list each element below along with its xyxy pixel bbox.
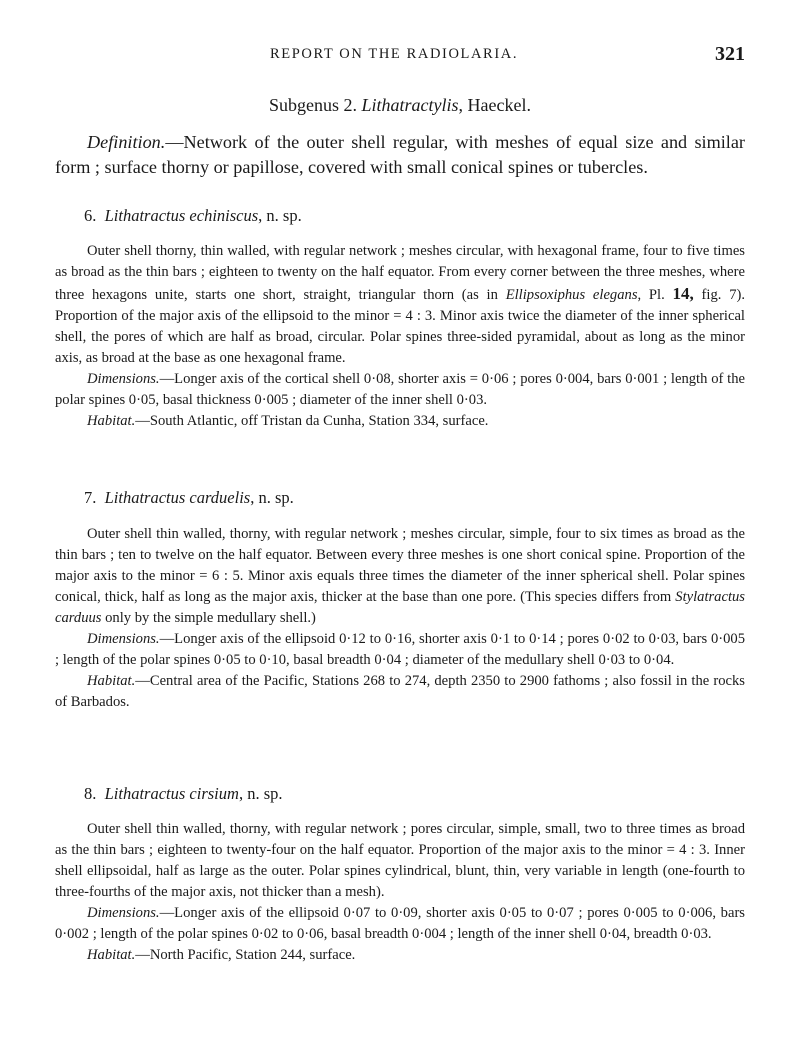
reference-species: Ellipsoxiphus elegans <box>505 287 638 303</box>
dimensions-text: —Longer axis of the cortical shell 0·08, shorter axis = 0·06 ; pores 0·004, bars 0·001 ; length of the polar spines 0·05, basal thickness 0·005 ; diameter of the inner shell 0·03. <box>55 371 745 408</box>
dimensions-text: —Longer axis of the ellipsoid 0·07 to 0·09, shorter axis 0·05 to 0·07 ; pores 0·005 to 0·006, bars 0·002 ; length of the polar spines 0·02 to 0·06, basal breadth 0·004 ; length of the inner shell 0·04, breadth 0·03. <box>55 905 745 942</box>
species-suffix: , n. sp. <box>250 488 294 507</box>
habitat-label: Habitat. <box>87 947 136 963</box>
habitat-text: —Central area of the Pacific, Stations 268 to 274, depth 2350 to 2900 fathoms ; also fossil in the rocks of Barbados. <box>55 673 745 710</box>
subgenus-heading <box>0 95 800 116</box>
species-block-8 <box>55 819 745 966</box>
description-text: only by the simple medullary shell.) <box>101 610 316 626</box>
species-number: 6. <box>84 206 97 225</box>
species-heading-6 <box>84 206 302 226</box>
species-suffix: , n. sp. <box>238 784 283 803</box>
species-dimensions <box>55 629 745 671</box>
subgenus-name: Lithatractylis <box>361 95 459 115</box>
dimensions-text: —Longer axis of the ellipsoid 0·12 to 0·16, shorter axis 0·1 to 0·14 ; pores 0·02 to 0·03, bars 0·005 ; length of the polar spines 0·05 to 0·10, basal breadth 0·04 ; diameter of the medullary shell 0·03 to 0·04. <box>55 631 745 668</box>
running-title: REPORT ON THE RADIOLARIA. <box>270 46 519 62</box>
dimensions-label: Dimensions. <box>87 371 160 387</box>
species-number: 7. <box>84 488 97 507</box>
plate-number: 14, <box>672 284 694 303</box>
species-name: Lithatractus cirsium <box>104 784 239 803</box>
species-dimensions <box>55 903 745 945</box>
species-description <box>55 819 745 903</box>
subgenus-prefix: Subgenus 2. <box>269 95 362 115</box>
description-text: fig. 7). Proportion of the major axis of the ellipsoid to the minor = 4 : 3. Minor axis twice the diameter of the inner spherical shell, the pores of which are half as broad, circular. Polar spines three-sided pyramidal, about as long as the minor axis, as broad at the base as one hexagonal frame. <box>55 287 745 366</box>
habitat-text: —North Pacific, Station 244, surface. <box>135 947 356 963</box>
reference-text: , Pl. <box>637 287 673 303</box>
reference-species: Stylatractus carduus <box>55 589 745 626</box>
dimensions-label: Dimensions. <box>87 631 160 647</box>
description-text: Outer shell thin walled, thorny, with regular network ; pores circular, simple, small, two to three times as broad as the thin bars ; eighteen to twenty-four on the half equator. Proportion of the major axis to the minor = 4 : 3. Inner shell ellipsoidal, half as large as the outer. Polar spines cylindrical, blunt, thin, very variable in length (one-fourth to three-fourths of the major axis, not thicker than a mesh). <box>55 821 745 900</box>
page-number: 321 <box>715 43 745 65</box>
habitat-text: —South Atlantic, off Tristan da Cunha, Station 334, surface. <box>135 413 489 429</box>
species-name: Lithatractus carduelis <box>104 488 251 507</box>
species-block-6 <box>55 241 745 432</box>
species-number: 8. <box>84 784 97 803</box>
dimensions-label: Dimensions. <box>87 905 160 921</box>
species-block-7 <box>55 524 745 713</box>
species-suffix: , n. sp. <box>258 206 302 225</box>
description-text: Outer shell thin walled, thorny, with regular network ; meshes circular, simple, four to six times as broad as the thin bars ; ten to twelve on the half equator. Between every three meshes is one short conical spine. Proportion of the major axis to the minor = 6 : 5. Minor axis equals three times the diameter of the inner spherical shell. Polar spines conical, thick, half as long as the major axis, thicker at the base than one pore. (This species differs from <box>55 526 745 605</box>
species-name: Lithatractus echiniscus <box>104 206 259 225</box>
species-description <box>55 524 745 629</box>
definition-text: —Network of the outer shell regular, with meshes of equal size and similar form ; surface thorny or papillose, covered with small conical spines or tubercles. <box>55 132 745 177</box>
description-text: Outer shell thorny, thin walled, with regular network ; meshes circular, with hexagonal frame, four to five times as broad as the thin bars ; eighteen to twenty on the half equator. From every corner between the three meshes, where three hexagons unite, starts one short, straight, triangular thorn (as in <box>55 243 745 303</box>
species-dimensions <box>55 369 745 411</box>
definition-paragraph <box>55 130 745 180</box>
species-habitat <box>55 671 745 713</box>
species-description <box>55 241 745 369</box>
running-head <box>0 43 800 70</box>
definition-label: Definition. <box>87 132 166 152</box>
habitat-label: Habitat. <box>87 413 136 429</box>
species-habitat <box>55 945 745 966</box>
habitat-label: Habitat. <box>87 673 136 689</box>
species-habitat <box>55 411 745 432</box>
species-heading-7 <box>84 488 294 508</box>
species-heading-8 <box>84 784 282 804</box>
subgenus-author: , Haeckel. <box>458 95 531 115</box>
